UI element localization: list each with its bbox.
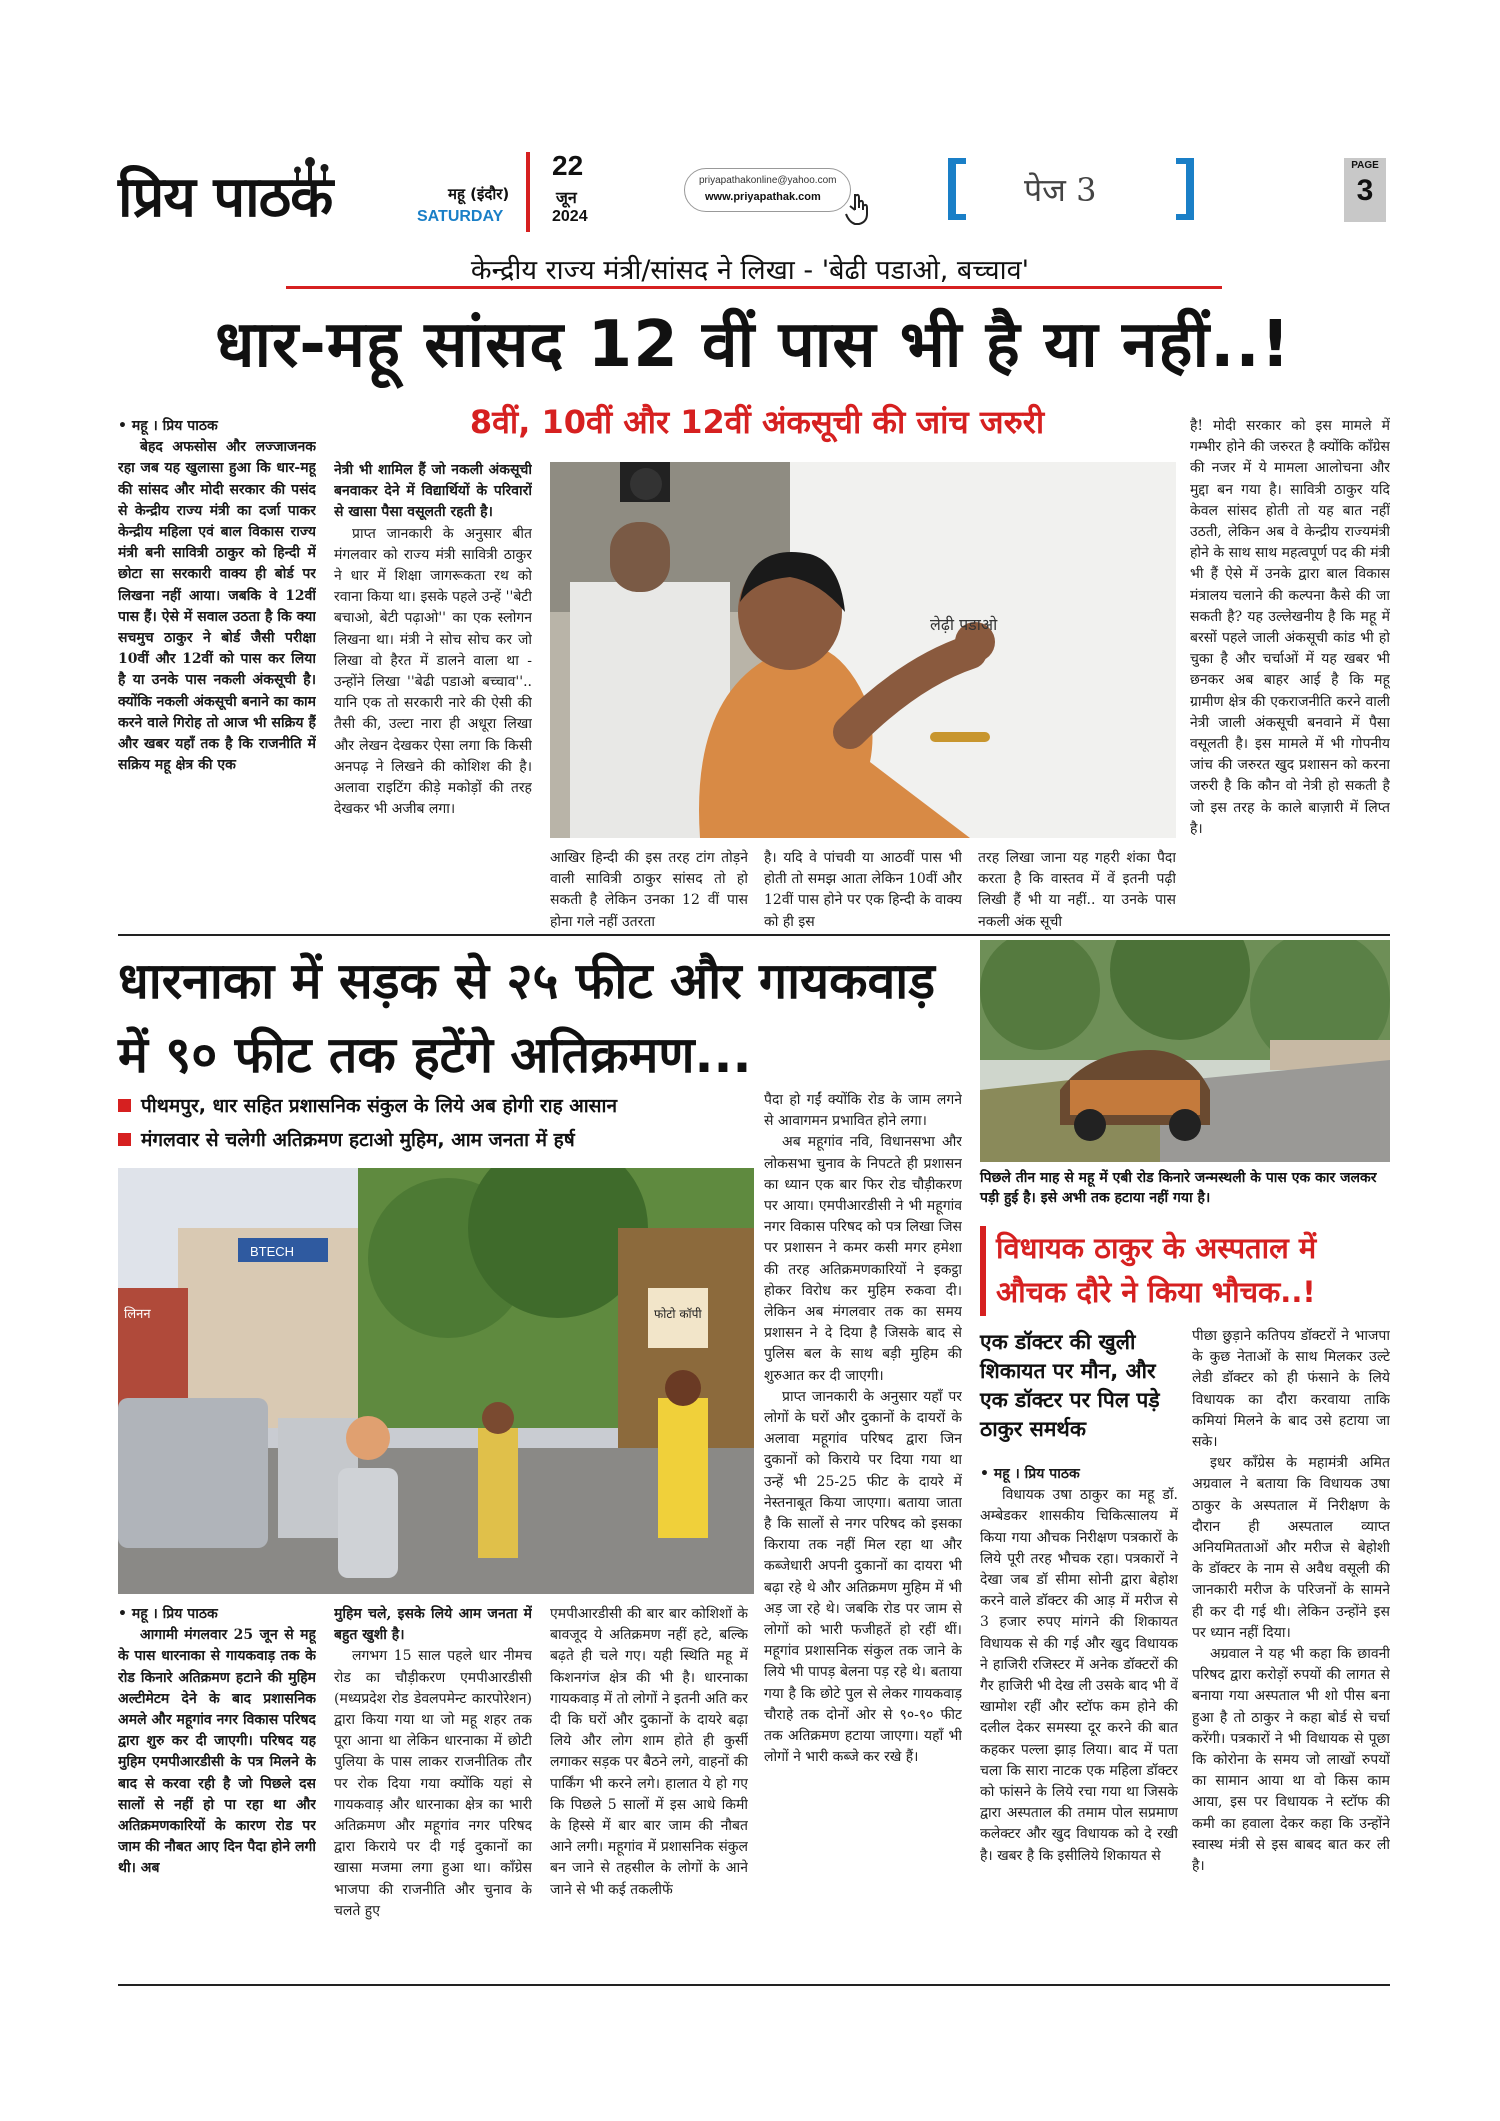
story1-col5-text: तरह लिखा जाना यह गहरी शंका पैदा करता है कि वास्तव में वें इतनी पढ़ी लिखी हैं भी या नहीं.. या उनके पास नकली अंक सूची: [978, 850, 1176, 930]
story2-col3-text: एमपीआरडीसी की बार बार कोशिशों के बावजूद ये अतिक्रमण नहीं हटे, बल्कि बढ़ते ही चले गए। यही स्थिति महू में किशनगंज क्षेत्र की भी है। धारनाका गायकवाड़ में तो लोगों ने इतनी अति कर दी कि घरों और दुकानों के दायरे बढ़ा लिये और लोग शाम होते ही कुर्सी लगाकर सड़क पर बैठने लगे, वाहनों की पार्किंग भी करने लगे। हालात ये हो गए कि पिछले 5 सालों में इस आधे किमी के हिस्से में बार बार जाम की नौबत आने लगी। महूगांव में प्रशासनिक संकुल बन जाने से तहसील के लोगों के आने जाने से भी कई तकलीफें: [550, 1606, 748, 1898]
contact-email: priyapathakonline@yahoo.com: [699, 175, 837, 186]
story2-column-1: [118, 1604, 316, 1982]
date-number: 22: [552, 150, 584, 181]
story2-column-4: [764, 1090, 962, 1980]
shop-sign-text-2: लिनन: [124, 1307, 151, 1322]
city-label: महू (इंदौर): [448, 185, 510, 203]
story1-column-2: [334, 460, 532, 930]
story3-header-bar: [980, 1226, 986, 1316]
story1-column-5: [978, 848, 1176, 930]
story1-col2-lead: नेत्री भी शामिल हैं जो नकली अंकसूची बनवाकर देने में विद्यार्थियों के परिवारों से खासा पैसा वसूलती रहती है।: [334, 462, 532, 521]
story3-column-2: [1192, 1326, 1390, 1982]
bullet-2-text: मंगलवार से चलेगी अतिक्रमण हटाओ मुहिम, आम जनता में हर्ष: [141, 1129, 575, 1151]
story1-photo: [550, 462, 1176, 838]
burnt-car-image: [980, 940, 1390, 1162]
story3-col2-text: पीछा छुड़ाने कतिपय डॉक्टरों ने भाजपा के कुछ नेताओं के साथ मिलकर उल्टे लेडी डॉक्टर को ही फंसाने के लिये विधायक का दौरा करवाया ताकि कमियां मिलने के बाद उसे हटाया जा सके।: [1192, 1328, 1390, 1451]
page-bracket-right-bottom: [1176, 214, 1194, 220]
story1-col6-text: है! मोदी सरकार को इस मामले में गम्भीर होने की जरुरत है क्योंकि कॉंग्रेस की नजर में ये मामला आलोचना और मुद्दा बन गया है। सावित्री ठाकुर यदि केवल सांसद होती तो यह बात नहीं उठती, लेकिन अब वे केन्द्रीय राज्यमंत्री होने के साथ साथ महत्वपूर्ण पद की मंत्री भी हैं ऐसे में उनके द्वारा बाल विकास मंत्रालय चलाने की कल्पना कैसे की जा सकती है? यह उल्लेखनीय है कि महू में बरसों पहले जाली अंकसूची कांड भी हो चुका है और चर्चाओं में यह खबर भी छनकर अब बाहर आई है कि महू ग्रामीण क्षेत्र की एकराजनीति करने वाली नेत्री जाली अंकसूची बनवाने में पैसा वसूलती है। इस मामले में भी गोपनीय जांच की जरुरत खुद प्रशासन को करना जरुरी है कि कौन वो नेत्री हो सकती है जो इस तरह के काले बाज़ारी में लिप्त है।: [1190, 418, 1390, 837]
story2-col1-text: आगामी मंगलवार 25 जून से महू के पास धारनाका से गायकवाड़ तक के रोड किनारे अतिक्रमण हटाने की मुहिम अल्टीमेटम देने के बाद प्रशासनिक अमले और महूगांव नगर विकास परिषद द्वारा शुरु कर दी जाएगी। परिषद यह मुहिम एमपीआरडीसी के पत्र मिलने के बाद से करवा रही है जो पिछले दस सालों से नहीं हो पा रहा था और अतिक्रमणकारियों के कारण रोड पर जाम की नौबत आए दिन पैदा होने लगी थी। अब: [118, 1627, 316, 1877]
bullet-square-icon: [118, 1099, 131, 1112]
story3-column-1: [980, 1464, 1178, 1982]
page-bracket-right-top: [1176, 158, 1194, 164]
story2-column-3: [550, 1604, 748, 1982]
story2-col4-text: अब महूगांव नवि, विधानसभा और लोकसभा चुनाव के निपटते ही प्रशासन का ध्यान एक बार फिर रोड चौड़ीकरण पर आया। एमपीआरडीसी ने भी महूगांव नगर विकास परिषद को पत्र लिखा जिस पर प्रशासन ने कमर कसी मगर हमेशा की तरह अतिक्रमणकारियों ने इकट्ठा होकर विरोध कर मुहिम रुकवा दी। लेकिन अब मंगलवार तक का समय प्रशासन ने दे दिया है जिसके बाद से पुलिस बल के साथ बड़ी मुहिम की शुरुआत कर दी जाएगी।: [764, 1134, 962, 1384]
story1-col4-text: है। यदि वे पांचवी या आठवीं पास भी होती तो समझ आता लेकिन 10वीं और 12वीं पास होने पर एक हिन्दी के वाक्य को ही इस: [764, 850, 962, 930]
story3-col1-text: विधायक उषा ठाकुर का महू डॉ. अम्बेडकर शासकीय चिकित्सालय में किया गया औचक निरीक्षण पत्रकारों के लिये पूरी तरह भौचक रहा। पत्रकारों ने देखा जब डॉ सीमा सोनी द्वारा बेहोश करने वाले डॉक्टर की आड़ में मरीज से 3 हजार रुपए मांगने की शिकायत विधायक से की गई और खुद विधायक ने हाजिरी रजिस्टर में अनेक डॉक्टरों की गैर हाजिरी भी देख ली उसके बाद भी वें खामोश रहीं और स्टॉफ कम होने की दलील देकर समस्या दूर करने की बात कहकर पल्ला झाड़ लिया। बाद में पता चला कि सारा नाटक एक महिला डॉक्टर को फांसने के लिये रचा गया था जिसके द्वारा अस्पताल की तमाम पोल सप्रमाण कलेक्टर और खुद विधायक को दे रखी है। खबर है कि इसीलिये शिकायत से: [980, 1487, 1178, 1864]
story1-kicker: केन्द्रीय राज्य मंत्री/सांसद ने लिखा - 'बेढी पडाओ, बच्चाव': [470, 255, 1030, 286]
minister-writing-photo: [550, 462, 1176, 838]
story2-col2-text: लगभग 15 साल पहले धार नीमच रोड का चौड़ीकरण एमपीआरडीसी (मध्यप्रदेश रोड डेवलपमेन्ट कारपोरेशन) द्वारा किया गया था जो महू शहर तक पूरा आना था लेकिन धारनाका में छोटी पुलिया के पास लाकर राजनीतिक तौर पर रोक दिया गया क्योंकि यहां से गायकवाड़ और धारनाका क्षेत्र का भारी अतिक्रमण और महूगांव नगर परिषद द्वारा किराये पर दी गई दुकानों का खासा मजमा लगा हुआ था। कॉंग्रेस भाजपा की राजनीति और चुनाव के चलते हुए: [334, 1648, 532, 1919]
burnt-car-photo: [980, 940, 1390, 1162]
photo-caption: पिछले तीन माह से महू में एबी रोड किनारे जन्मस्थली के पास एक कार जलकर पड़ी हुई है। इसे अभी तक हटाया नहीं गया है।: [980, 1170, 1377, 1206]
story2-bullet-1: [118, 1092, 758, 1118]
story2-col4-text-2: प्राप्त जानकारी के अनुसार यहाँ पर लोगों के घरों और दुकानों के दायरों के अलावा महूगांव परिषद द्वारा जिन दुकानों को किराये पर दिया गया था उन्हें भी 25-25 फीट के दायरे में नेस्तनाबूत किया जाएगा। बताया जाता है कि सालों से नगर परिषद को इसका किराया तक नहीं मिल रहा था और कब्जेधारी अपनी दुकानों का दायरा भी बढ़ा रहे थे और अतिक्रमण मुहिम में भी अड़ जा रहे थे। जबकि रोड पर जाम से लोगों को भारी फजीहतें हो रहीं थीं। महूगांव प्रशासनिक संकुल तक जाने के लिये भी पापड़ बेलना पड़ रहे थे। बताया गया है कि छोटे पुल से लेकर गायकवाड़ चौराहे तक दोनों ओर से ९०-९० फीट तक अतिक्रमण हटाया जाएगा। यहाँ भी लोगों ने भारी कब्जे कर रखे हैं।: [764, 1388, 962, 1766]
story3-col2-text-3: अग्रवाल ने यह भी कहा कि छावनी परिषद द्वारा करोड़ों रुपयों की लागत से बनाया गया अस्पताल भी शो पीस बना हुआ है तो ठाकुर ने कहा बोर्ड से चर्चा करेंगी। पत्रकारों ने भी विधायक से पूछा कि कोरोना के समय जो लाखों रुपयों का सामान आया था वो किस काम आया, इस पर विधायक ने स्टॉफ की कमी का हवाला देकर कहा कि उन्होंने स्वास्थ मंत्री से इस बाबद बात कर ली है।: [1192, 1646, 1390, 1875]
date-divider: [526, 152, 530, 232]
logo-text: प्रिय पाठक: [118, 164, 333, 230]
page-bracket-right: [1186, 158, 1194, 220]
page-tag-label: PAGE: [1351, 160, 1379, 171]
board-text: लेढ़ी पडाओ: [930, 615, 998, 634]
shop-sign-text: BTECH: [250, 1244, 295, 1259]
story1-column-4: [764, 848, 962, 930]
weekday-label: SATURDAY: [417, 208, 504, 225]
story3-headline: विधायक ठाकुर के अस्पताल में औचक दौरे ने किया भौचक..!: [996, 1231, 1317, 1309]
street-encroachment-photo: [118, 1168, 754, 1594]
logo: [118, 156, 368, 236]
shop-sign-text-3: फोटो कॉपी: [654, 1307, 702, 1321]
section-divider: [118, 934, 1390, 936]
story2-byline: • महू । प्रिय पाठक: [118, 1606, 218, 1622]
date-month: जून: [556, 188, 577, 207]
story3-col2-text-2: इधर कॉंग्रेस के महामंत्री अमित अग्रवाल ने बताया कि विधायक उषा ठाकुर के अस्पताल में निरीक्षण के दौरान ही अस्पताल व्याप्त अनियमितताओं और मरीज से बेहोशी के डॉक्टर के नाम से अवैध वसूली की जानकारी मरीज के परिजनों के सामने ही कर दी गई थी। लेकिन उन्होंने इस पर ध्यान नहीं दिया।: [1192, 1455, 1390, 1641]
story3-subhead: एक डॉक्टर की खुली शिकायत पर मौन, और एक डॉक्टर पर पिल पड़े ठाकुर समर्थक: [980, 1330, 1160, 1441]
story3-byline: • महू । प्रिय पाठक: [980, 1466, 1080, 1482]
page-bracket-left: [948, 158, 956, 220]
page-tag: [1344, 158, 1386, 222]
footer-rule: [118, 1984, 1390, 1986]
story1-byline: • महू । प्रिय पाठक: [118, 418, 218, 434]
story1-col3-text: आखिर हिन्दी की इस तरह टांग तोड़ने वाली सावित्री ठाकुर सांसद तो हो सकती है लेकिन उनका 12 वीं पास होना गले नहीं उतरता: [550, 850, 748, 930]
story1-column-3: [550, 848, 748, 930]
page-bracket-left-bottom: [948, 214, 966, 220]
date-year: 2024: [552, 208, 588, 225]
page-bracket-left-top: [948, 158, 966, 164]
story2-photo: [118, 1168, 754, 1594]
story2-headline: धारनाका में सड़क से २५ फीट और गायकवाड़ में ९० फीट तक हटेंगे अतिक्रमण...: [118, 952, 935, 1084]
page-label: पेज 3: [1024, 171, 1097, 209]
story1-headline: धार-महू सांसद 12 वीं पास भी है या नहीं..!: [215, 308, 1291, 382]
story1-subhead: 8वीं, 10वीं और 12वीं अंकसूची की जांच जरुरी: [469, 403, 1045, 441]
story1-col1-text: बेहद अफसोस और लज्जाजनक रहा जब यह खुलासा हुआ कि धार-महू की सांसद और मोदी सरकार की पसंद से केन्द्रीय राज्य मंत्री का दर्जा पाकर केन्द्रीय महिला एवं बाल विकास राज्य मंत्री बनी सावित्री ठाकुर को हिन्दी में छोटा सा सरकारी वाक्य ही बोर्ड पर लिखना नहीं आया। जबकि वे 12वीं पास हैं। ऐसे में सवाल उठता है कि क्या सचमुच ठाकुर ने बोर्ड जैसी परीक्षा 10वीं और 12वीं को पास कर लिया है या उनके पास नकली अंकसूची है। क्योंकि नकली अंकसूची बनाने का काम करने वाले गिरोह तो आज भी सक्रिय हैं और खबर यहाँ तक है कि राजनीति में सक्रिय महू क्षेत्र की एक: [118, 439, 316, 774]
contact-box: [684, 168, 851, 212]
kicker-underline: [286, 286, 1222, 289]
hand-cursor-icon: [845, 190, 879, 226]
story2-col2-lead: मुहिम चले, इसके लिये आम जनता में बहुत खुशी है।: [334, 1606, 532, 1644]
masthead: [0, 0, 1500, 240]
story1-column-1: [118, 416, 316, 926]
story2-column-2: [334, 1604, 532, 1982]
page-tag-number: 3: [1356, 174, 1374, 207]
story1-column-6: [1190, 416, 1390, 928]
story1-col2-text: प्राप्त जानकारी के अनुसार बीत मंगलवार को राज्य मंत्री सावित्री ठाकुर ने धार में शिक्षा जागरूकता रथ को रवाना किया था। इसके पहले उन्हें ''बेटी बचाओ, बेटी पढ़ाओ'' का एक स्लोगन लिखना था। मंत्री ने सोच सोच कर जो लिखा वो हैरत में डालने वाला था - उन्होंने लिखा ''बेढी पडाओ बच्चाव''.. यानि एक तो सरकारी नारे की ऐसी की तैसी की, उल्टा नारा ही अधूरा लिखा और लेखन देखकर ऐसा लगा कि किसी अनपढ़ ने लिखने की कोशिश की है। अलावा राइटिंग कीड़े मकोड़ों की तरह देखकर भी अजीब लगा।: [334, 525, 532, 818]
bullet-1-text: पीथमपुर, धार सहित प्रशासनिक संकुल के लिये अब होगी राह आसान: [141, 1095, 617, 1117]
bullet-square-icon: [118, 1133, 131, 1146]
contact-website: www.priyapathak.com: [705, 191, 821, 203]
story2-col4-lead: पैदा हो गईं क्योंकि रोड के जाम लगने से आवागमन प्रभावित होने लगा।: [764, 1092, 962, 1130]
story2-bullet-2: [118, 1126, 758, 1152]
